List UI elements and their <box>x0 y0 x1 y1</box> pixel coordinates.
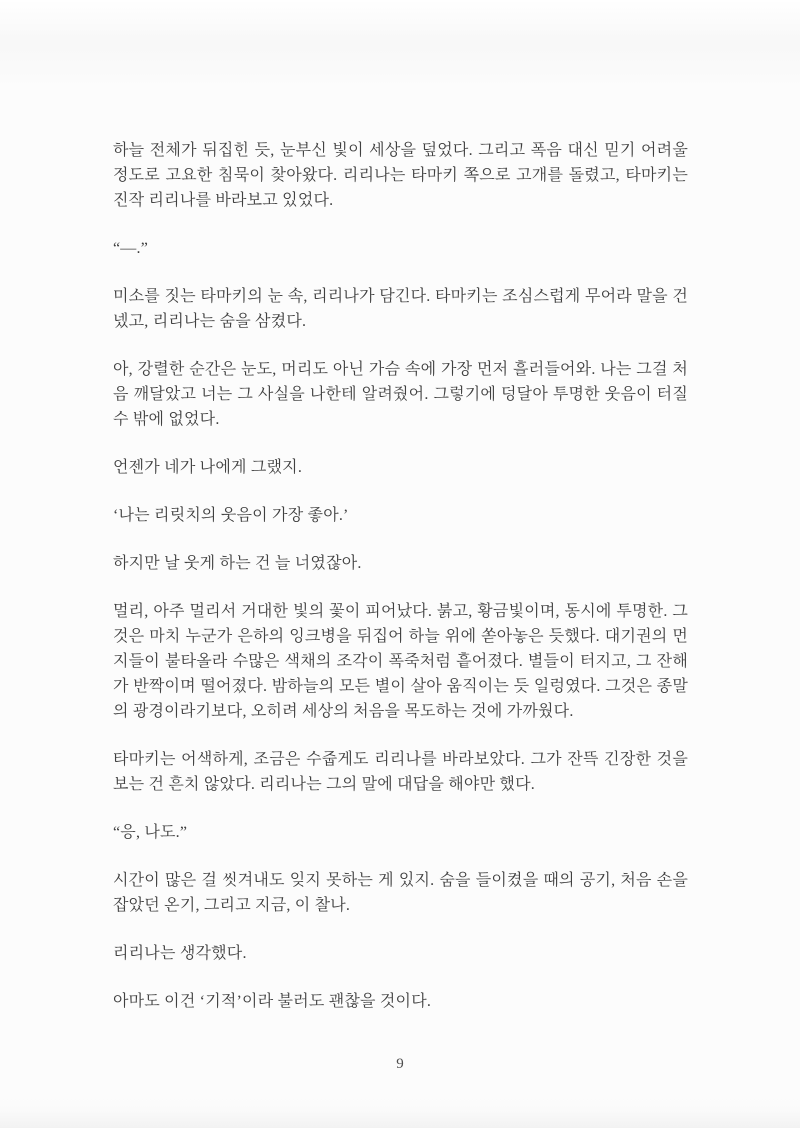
paragraph: 시간이 많은 걸 씻겨내도 잊지 못하는 게 있지. 숨을 들이켰을 때의 공기, 처음 손을 잡았던 온기, 그리고 지금, 이 찰나. <box>113 872 688 914</box>
page-body-text <box>113 138 688 1037</box>
paragraph: 아, 강렬한 순간은 눈도, 머리도 아닌 가슴 속에 가장 먼저 흘러들어와. 나는 그걸 처음 깨달았고 너는 그 사실을 나한테 알려줬어. 그렇기에 덩달아 투명한 웃음이 터질 수 밖에 없었다. <box>113 361 688 428</box>
paragraph-dialogue: “응, 나도.” <box>113 824 188 841</box>
paragraph: 하늘 전체가 뒤집힌 듯, 눈부신 빛이 세상을 덮었다. 그리고 폭음 대신 믿기 어려울 정도로 고요한 침묵이 찾아왔다. 리리나는 타마키 쪽으로 고개를 돌렸고, 타마키는 진작 리리나를 바라보고 있었다. <box>113 142 688 209</box>
page-footer <box>0 1054 800 1074</box>
paragraph: 아마도 이건 ‘기적’이라 불러도 괜찮을 것이다. <box>113 993 432 1010</box>
paragraph: 타마키는 어색하게, 조금은 수줍게도 리리나를 바라보았다. 그가 잔뜩 긴장한 것을 보는 건 흔치 않았다. 리리나는 그의 말에 대답을 해야만 했다. <box>113 751 688 793</box>
paragraph: 리리나는 생각했다. <box>113 945 247 962</box>
paragraph: 멀리, 아주 멀리서 거대한 빛의 꽃이 피어났다. 붉고, 황금빛이며, 동시에 투명한. 그것은 마치 누군가 은하의 잉크병을 뒤집어 하늘 위에 쏟아놓은 듯했다. 대기권의 먼지들이 불타올라 수많은 색채의 조각이 폭죽처럼 흩어졌다. 별들이 터지고, 그 잔해가 반짝이며 떨어졌다. 밤하늘의 모든 별이 살아 움직이는 듯 일렁였다. 그것은 종말의 광경이라기보다, 오히려 세상의 처음을 목도하는 것에 가까웠다. <box>113 603 688 720</box>
page-number: 9 <box>396 1056 404 1072</box>
paragraph: 미소를 짓는 타마키의 눈 속, 리리나가 담긴다. 타마키는 조심스럽게 무어라 말을 건넸고, 리리나는 숨을 삼켰다. <box>113 288 688 330</box>
paragraph-dialogue: “—.” <box>113 240 149 257</box>
paragraph-quote: ‘나는 리릿치의 웃음이 가장 좋아.’ <box>113 507 349 524</box>
paragraph: 언젠가 네가 나에게 그랬지. <box>113 459 303 476</box>
paper-texture-top <box>0 0 800 90</box>
paragraph: 하지만 날 웃게 하는 건 늘 너였잖아. <box>113 555 362 572</box>
paper-texture-bottom <box>0 1094 800 1128</box>
